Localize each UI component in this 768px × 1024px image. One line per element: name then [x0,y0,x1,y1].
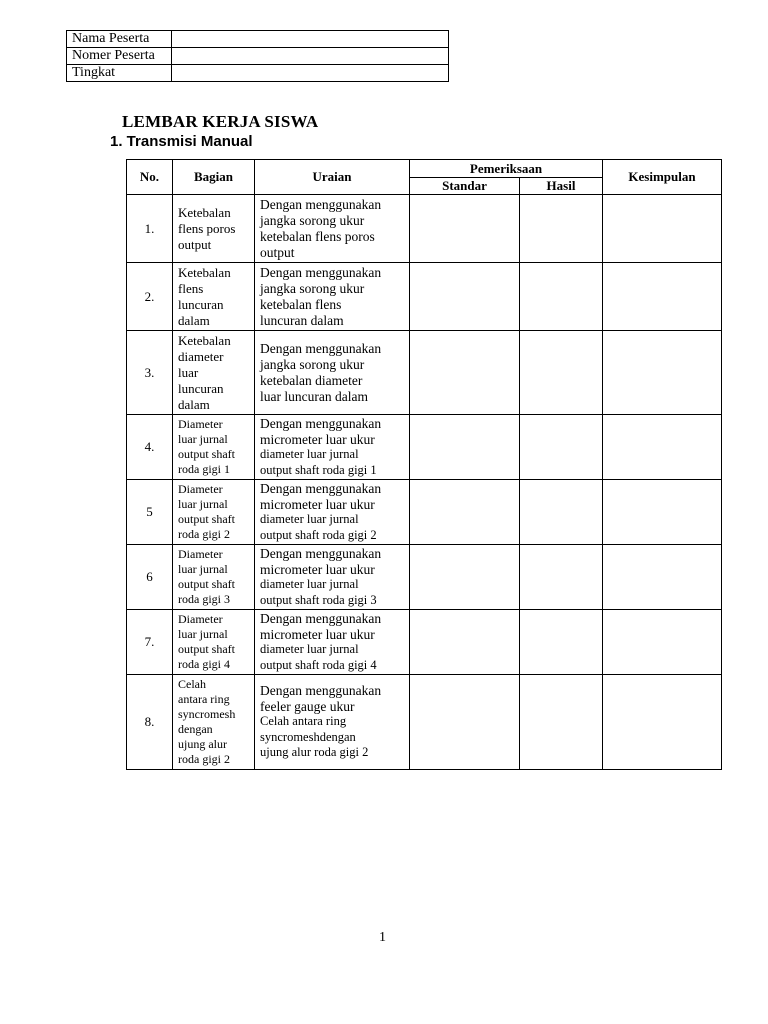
participant-label: Nomer Peserta [67,48,172,65]
row-hasil-field[interactable] [520,331,603,415]
header-no: No. [127,160,173,195]
row-uraian: Dengan menggunakan feeler gauge ukur Celah antara ring syncromeshdengan ujung alur roda gigi 2 [255,675,410,770]
participant-value-field[interactable] [172,65,449,82]
row-standar-field[interactable] [410,545,520,610]
row-hasil-field[interactable] [520,480,603,545]
row-uraian: Dengan menggunakan jangka sorong ukur ketebalan diameter luar luncuran dalam [255,331,410,415]
table-row [127,195,722,263]
section-title: 1. Transmisi Manual [110,133,253,150]
row-number: 1. [127,195,173,263]
row-kesimpulan-field[interactable] [603,610,722,675]
table-row [127,610,722,675]
header-bagian: Bagian [173,160,255,195]
document-title: LEMBAR KERJA SISWA [122,112,319,131]
row-uraian: Dengan menggunakan micrometer luar ukur diameter luar jurnal output shaft roda gigi 4 [255,610,410,675]
row-hasil-field[interactable] [520,263,603,331]
header-uraian: Uraian [255,160,410,195]
participant-info-table [66,30,449,82]
row-standar-field[interactable] [410,610,520,675]
row-standar-field[interactable] [410,415,520,480]
row-bagian: Diameter luar jurnal output shaft roda gigi 2 [173,480,255,545]
row-standar-field[interactable] [410,195,520,263]
row-number: 2. [127,263,173,331]
row-uraian: Dengan menggunakan jangka sorong ukur ketebalan flens poros output [255,195,410,263]
row-number: 4. [127,415,173,480]
row-hasil-field[interactable] [520,675,603,770]
row-bagian: Celah antara ring syncromesh dengan ujung alur roda gigi 2 [173,675,255,770]
participant-value-field[interactable] [172,31,449,48]
row-standar-field[interactable] [410,263,520,331]
row-bagian: Ketebalan diameter luar luncuran dalam [173,331,255,415]
row-number: 8. [127,675,173,770]
participant-label: Tingkat [67,65,172,82]
row-uraian: Dengan menggunakan micrometer luar ukur diameter luar jurnal output shaft roda gigi 1 [255,415,410,480]
row-number: 7. [127,610,173,675]
header-kesimpulan: Kesimpulan [603,160,722,195]
row-number: 5 [127,480,173,545]
participant-row-name [67,31,449,48]
participant-label: Nama Peserta [67,31,172,48]
row-kesimpulan-field[interactable] [603,675,722,770]
row-kesimpulan-field[interactable] [603,545,722,610]
row-bagian: Ketebalan flens luncuran dalam [173,263,255,331]
table-row [127,675,722,770]
row-kesimpulan-field[interactable] [603,415,722,480]
row-hasil-field[interactable] [520,415,603,480]
row-uraian: Dengan menggunakan micrometer luar ukur diameter luar jurnal output shaft roda gigi 2 [255,480,410,545]
row-bagian: Diameter luar jurnal output shaft roda gigi 3 [173,545,255,610]
table-row [127,480,722,545]
row-number: 3. [127,331,173,415]
row-hasil-field[interactable] [520,195,603,263]
header-hasil: Hasil [520,178,603,195]
row-standar-field[interactable] [410,331,520,415]
table-row [127,331,722,415]
worksheet-table [126,159,722,770]
table-row [127,545,722,610]
row-kesimpulan-field[interactable] [603,480,722,545]
participant-row-level [67,65,449,82]
row-kesimpulan-field[interactable] [603,195,722,263]
row-number: 6 [127,545,173,610]
row-bagian: Ketebalan flens poros output [173,195,255,263]
page-number: 1 [379,930,386,945]
row-bagian: Diameter luar jurnal output shaft roda gigi 1 [173,415,255,480]
participant-value-field[interactable] [172,48,449,65]
row-standar-field[interactable] [410,675,520,770]
row-kesimpulan-field[interactable] [603,331,722,415]
row-bagian: Diameter luar jurnal output shaft roda gigi 4 [173,610,255,675]
row-uraian: Dengan menggunakan micrometer luar ukur diameter luar jurnal output shaft roda gigi 3 [255,545,410,610]
header-pemeriksaan: Pemeriksaan [410,160,603,178]
row-uraian: Dengan menggunakan jangka sorong ukur ketebalan flens luncuran dalam [255,263,410,331]
row-kesimpulan-field[interactable] [603,263,722,331]
participant-row-number [67,48,449,65]
row-standar-field[interactable] [410,480,520,545]
row-hasil-field[interactable] [520,610,603,675]
header-standar: Standar [410,178,520,195]
table-row [127,415,722,480]
table-row [127,263,722,331]
row-hasil-field[interactable] [520,545,603,610]
